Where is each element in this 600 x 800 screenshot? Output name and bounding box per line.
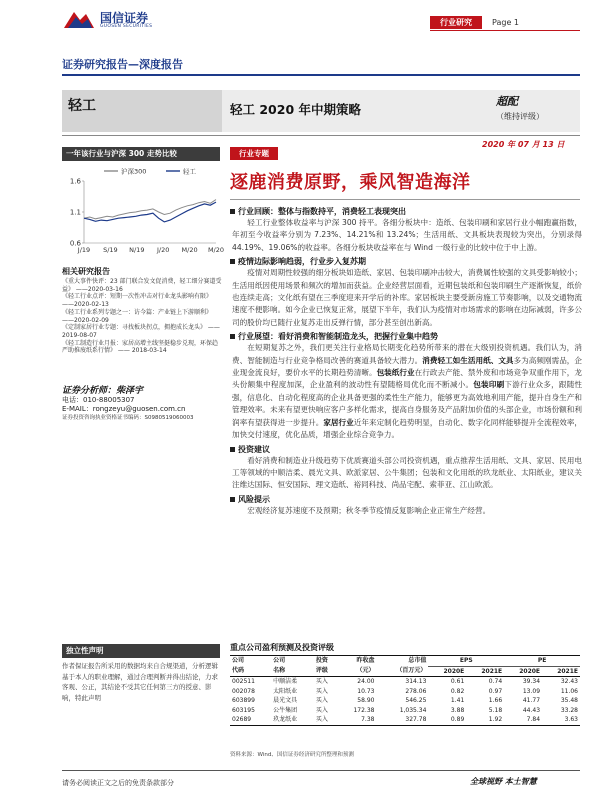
topic-tag: 行业专题: [230, 147, 278, 160]
chart-y-tick-label: 1.1: [69, 208, 81, 217]
section-body: 疫情对周期性较强的细分板块如造纸、家居、包装印刷冲击较大，消费属性较强的文具受影响较小；生活用纸因使用场景和频次的增加而获益。企业经营层面看，近期包装纸和包装印刷生产逐渐恢复，纸价也连续走高；文化纸有望在三季度迎来开学后的补库。家居板块主要受新房施工节奏影响，以及交通物流速度不便影响。如今企业已恢复正常，展望下半年，我们认为疫情对市场需求的影响在边际减弱，许多公司的股价均已随行业复苏走出反弹行情，部分甚至创出新高。: [232, 268, 582, 327]
section-heading: 投资建议: [230, 444, 582, 455]
cell-pe-2021: 33.28: [560, 706, 578, 714]
section-recovery: [230, 256, 582, 329]
profit-forecast-table: [230, 655, 580, 726]
cell-close: 24.00: [357, 678, 375, 685]
col-header: 公司: [271, 656, 314, 667]
section-heading: 行业展望：看好消费和智能制造龙头，把握行业集中趋势: [230, 331, 582, 342]
top-divider: [62, 74, 580, 76]
cell-name: 太阳纸业: [273, 687, 298, 695]
cell-pe-2020: 13.09: [522, 687, 541, 695]
cell-rating: 买入: [315, 697, 328, 704]
section-outlook: [230, 331, 582, 441]
cell-eps-2021: 5.18: [488, 706, 503, 714]
col-header: 2020E: [428, 666, 466, 677]
cell-mktcap: 278.06: [405, 687, 427, 695]
highlight-phrase: 包装印刷: [473, 380, 505, 390]
cell-eps-2021: 0.97: [488, 687, 503, 695]
cell-code: 02689: [230, 715, 271, 725]
cell-pe-2020: 41.77: [522, 697, 541, 704]
col-header: 投资: [314, 656, 338, 667]
cell-close: 10.73: [357, 687, 375, 695]
footer-slogan: 全球视野 本土智慧: [470, 777, 537, 786]
related-report-item[interactable]: 《定制家居行业专题：寻找板块拐点，拥抱成长龙头》 ——2019-08-07: [62, 324, 220, 339]
independence-title: 独立性声明: [62, 644, 220, 658]
table-row: [230, 677, 580, 687]
section-body: 在短期复苏之外，我们更关注行业格局长期变化趋势所带来的潜在大级别投资机遇。我们认为，消费、智能制造与行业竞争格局改善的赛道具备较大潜力。消费轻工如生活用纸、文具多为高频刚需品，企业现金流良好，要价水平的长期趋势清晰。包装纸行业在行政去产能、禁外废和市场竞争双重作用下，龙头份额集中程度加深，企业盈利的波动性有望随格局优化而不断减小。包装印刷下游行业众多，跟随性强，信息化、自动化程度高的企业具备更强的柔性生产能力，能够更为高效地利用产能，提升自身生产和管理效率。未来有望更快响应客户多样化需求，提高自身服务及产品附加价值的头部企业，市场份额和利润率有望获得进一步提升。家居行业近年来定制化趋势明显，自动化、数字化同样能够提升全流程效率，加快交付速度，优化品质，增强企业综合竞争力。: [232, 343, 583, 440]
cell-eps-2020: 0.89: [428, 715, 466, 725]
col-group-header: EPS: [428, 656, 504, 667]
related-report-item[interactable]: 《重大事件快评：23 部门联合发文促消费，轻工细分赛道受益》 ——2020-03-16: [62, 278, 222, 293]
cell-eps-2021: 0.74: [488, 678, 503, 685]
cell-close: 172.38: [353, 706, 375, 714]
col-header: 昨收盘: [338, 656, 376, 667]
cell-pe-2021: 35.48: [560, 697, 578, 704]
footer-divider: [62, 770, 580, 771]
cell-name: 玖龙纸业: [271, 715, 314, 725]
analyst-name: 柴泽宇: [116, 386, 144, 396]
table-row: [230, 715, 580, 725]
cell-code: 002511: [232, 678, 255, 685]
table-row: [230, 696, 580, 706]
cell-name: 中顺洁柔: [273, 678, 298, 685]
col-header: 2021E: [466, 666, 504, 677]
analyst-label: 证券分析师：: [62, 386, 117, 396]
rating-note: （维持评级）: [496, 112, 544, 121]
chart-title: 一年该行业与沪深 300 走势比较: [62, 147, 220, 161]
highlight-phrase: 家居行业: [323, 417, 354, 427]
chart-legend-label: 沪深300: [121, 167, 147, 176]
section-heading: 风险提示: [230, 494, 582, 505]
table-header-row: [230, 666, 580, 677]
cell-eps-2020: 3.88: [450, 706, 465, 714]
guosen-logo-icon: [62, 8, 96, 30]
band-divider: [62, 135, 580, 136]
cell-pe-2021: 3.63: [542, 715, 580, 725]
cell-close: 7.38: [338, 715, 376, 725]
headline: 逐鹿消费原野，乘风智造海洋: [230, 172, 471, 193]
analyst-license: 证券投资咨询执业资格证书编码：S0980519060003: [62, 415, 194, 421]
cell-pe-2021: 11.06: [560, 687, 578, 695]
cell-rating: 买入: [314, 715, 338, 725]
logo-subtext: GUOSEN SECURITIES: [100, 24, 153, 29]
section-heading: 行业回顾：整体与指数持平，消费轻工表现突出: [230, 206, 582, 217]
table-row: [230, 706, 580, 716]
cell-rating: 买入: [315, 678, 328, 685]
chart-x-tick-label: M/20: [181, 246, 198, 254]
cell-eps-2020: 0.61: [450, 678, 465, 685]
chart-x-tick-label: J/19: [77, 246, 91, 254]
cell-mktcap: 546.25: [405, 697, 427, 704]
cell-name: 公牛集团: [273, 706, 298, 714]
table-row: [230, 687, 580, 697]
industry-name: 轻工: [68, 98, 96, 114]
related-report-item[interactable]: 《轻工行业点评：短期一次性冲击对行业龙头影响有限》 ——2020-02-13: [62, 293, 213, 309]
section-body: 轻工行业整体收益率与沪深 300 持平。各细分板块中：造纸、包装印刷和家居行业小幅跑赢指数，年初至今收益率分别为 7.23%、14.21%和 13.24%；生活用纸、文具板块表现较为突出，分别录得 44.19%、19.06%的收益率。各细分板块收益率在与 Wind 一级行业的比较中位于中上游。: [232, 218, 582, 252]
col-header: （元）: [338, 666, 376, 677]
table-header-row: [230, 656, 580, 667]
cell-mktcap: 1,035.34: [399, 706, 427, 714]
section-review: [230, 206, 582, 254]
col-header: 名称: [271, 666, 314, 677]
report-date: 2020 年 07 月 13 日: [482, 140, 565, 149]
table-source: 资料来源：Wind、国信证券经济研究所整理和预测: [230, 752, 354, 758]
cell-mktcap: 314.13: [405, 678, 427, 685]
col-group-header: PE: [504, 656, 580, 667]
section-heading: 疫情边际影响趋弱，行业步入复苏期: [230, 256, 582, 267]
cell-pe-2020: 7.84: [504, 715, 542, 725]
chart-series-line-0: [84, 200, 216, 219]
table-title: 重点公司盈利预测及投资评级: [230, 643, 334, 652]
section-body: 看好消费和制造业升级趋势下优质赛道头部公司投资机遇，重点推荐生活用纸、文具、家居、民用电工等领域的中顺洁柔、晨光文具、欧派家居、公牛集团；包装和文化用纸的玖龙纸业、太阳纸业，建议关注维达国际、恒安国际、理文造纸、裕同科技、尚品宅配、索菲亚、江山欧派。: [232, 455, 582, 490]
footer-disclaimer: 请务必阅读正文之后的免责条款部分: [62, 779, 174, 787]
chart-x-tick-label: N/19: [129, 246, 145, 254]
chart-x-tick-label: M/20: [207, 246, 225, 254]
chart-x-tick-label: J/20: [157, 246, 170, 254]
cell-eps-2020: 0.82: [450, 687, 465, 695]
page-number: Page 1: [492, 18, 519, 27]
col-header: 2021E: [542, 666, 580, 677]
col-header: （百万元）: [376, 666, 428, 677]
cell-rating: 买入: [315, 706, 328, 714]
cell-eps-2020: 1.41: [450, 697, 465, 704]
header-divider: [430, 30, 580, 31]
headline-divider: [230, 199, 580, 200]
rating: 超配: [496, 95, 518, 108]
cell-close: 58.90: [357, 697, 375, 704]
related-report-item[interactable]: 《轻工制造行业月报：家居高增主线坚挺稳步兑现，环保趋严助推废纸系行情》 —— 2018-03-14: [62, 339, 219, 355]
cell-rating: 买入: [315, 687, 328, 695]
chart-y-tick-label: 0.6: [69, 239, 81, 248]
related-reports-title: 相关研究报告: [62, 267, 110, 276]
cell-code: 603195: [232, 706, 255, 714]
col-header: 2020E: [504, 666, 542, 677]
cell-code: 603899: [232, 697, 255, 704]
highlight-phrase: 包装纸行业: [376, 368, 415, 378]
col-header: 公司: [230, 656, 271, 667]
col-header: 总市值: [376, 656, 428, 667]
chart-series-line-1: [84, 202, 216, 222]
chart-x-tick-label: S/19: [103, 246, 118, 254]
performance-chart: [62, 163, 225, 259]
cell-name: 晨光文具: [273, 697, 298, 704]
col-header: 代码: [230, 666, 271, 677]
logo-text: 国信证券: [100, 11, 149, 25]
analyst-email[interactable]: E-MAIL：rongzeyu@guosen.com.cn: [62, 405, 186, 413]
header-tag: 行业研究: [430, 16, 482, 29]
report-title: 轻工 2020 年中期策略: [230, 102, 361, 117]
cell-code: 002078: [232, 687, 255, 695]
chart-y-tick-label: 1.6: [69, 177, 81, 186]
section-risk: [230, 494, 582, 517]
related-reports-list: [62, 278, 222, 355]
cell-eps-2021: 1.66: [488, 697, 503, 704]
section-investment: [230, 444, 582, 492]
chart-legend-label: 轻工: [183, 167, 196, 176]
analyst-phone: 电话：010-88005307: [62, 396, 135, 404]
main-content: [230, 206, 582, 519]
col-header: 评级: [314, 666, 338, 677]
independence-statement: 作者保证报告所采用的数据均来自合规渠道，分析逻辑基于本人的职业理解，通过合理判断并得出结论，力求客观、公正，其结论不受其它任何第三方的授意、影响，特此声明: [62, 662, 218, 702]
cell-pe-2020: 44.43: [522, 706, 541, 714]
related-report-item[interactable]: 《轻工行业系列专题之一：访今篇：产业链上下游顺利》 ——2020-02-09: [62, 308, 213, 324]
cell-mktcap: 327.78: [376, 715, 428, 725]
highlight-phrase: 消费轻工如生活用纸、文具: [422, 355, 514, 365]
analyst-block: [62, 383, 222, 422]
section-body: 宏观经济复苏速度不及预期；秋冬季节疫情反复影响企业正常生产经营。: [247, 505, 491, 515]
cell-pe-2020: 39.34: [522, 678, 541, 685]
cell-eps-2021: 1.92: [466, 715, 504, 725]
analyst-heading: [62, 383, 222, 396]
report-type: 证券研究报告—深度报告: [62, 58, 183, 71]
cell-pe-2021: 32.43: [560, 678, 578, 685]
